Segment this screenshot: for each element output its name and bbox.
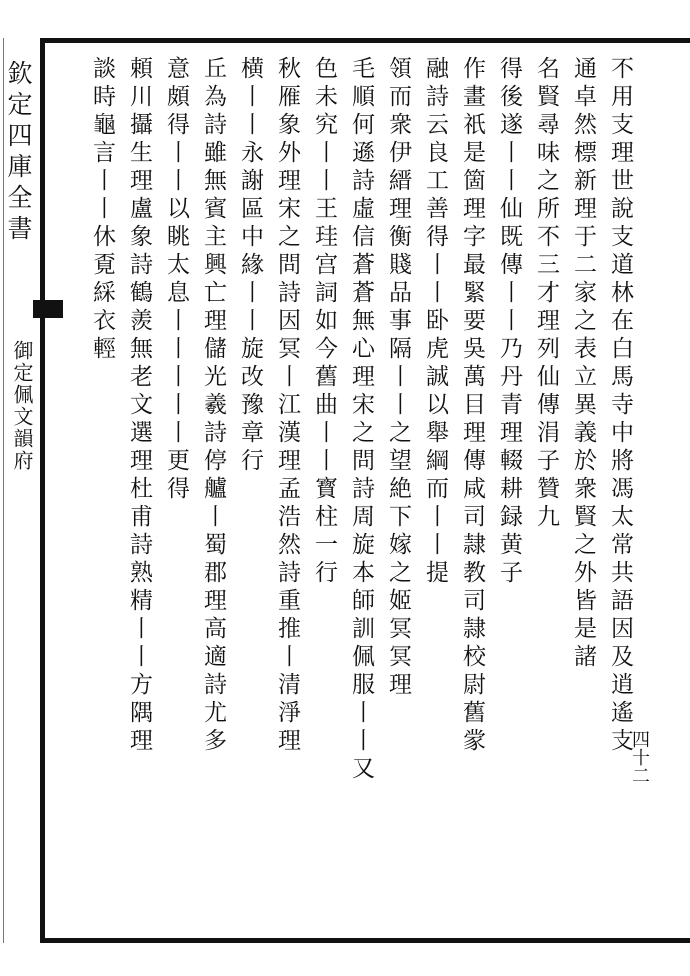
text-column: 丘為詩雖無賓主興亡理儲光羲詩停艫丨蜀郡理高適詩尤多 bbox=[200, 56, 226, 756]
text-column: 作畫祇是箇理字最緊要吳萬目理傳咸司隷教司隷校尉舊䝉 bbox=[459, 56, 485, 756]
text-column: 横丨丨永謝區中緣丨丨旋改豫章行 bbox=[237, 56, 263, 476]
text-column: 色未究丨丨王珪宫詞如今舊曲丨丨寳柱一行 bbox=[311, 56, 337, 588]
page-number: 四十二 bbox=[629, 730, 650, 784]
text-column: 意頗得丨丨以眺太息丨丨丨丨丨更得 bbox=[163, 56, 189, 504]
text-column: 融詩云良工善得丨丨卧虎誠以舉綱而丨丨提 bbox=[422, 56, 448, 588]
text-column: 領而衆伊縉理衡賤品事隔丨丨之望絶下嫁之姬冥冥理 bbox=[385, 56, 411, 700]
text-column: 頼川攝生理盧象詩鶴羨無老文選理杜甫詩熟精丨丨方隅理 bbox=[126, 56, 152, 756]
text-column: 毛順何遜詩虛信蒼蒼無心理宋之問詩周旋本師訓佩服丨丨又 bbox=[348, 56, 374, 784]
frame-left-border bbox=[40, 38, 45, 943]
book-title: 欽定四庫全書 bbox=[4, 60, 33, 246]
text-column: 名賢尋味之所不三才理列仙傳涓子贊九 bbox=[533, 56, 559, 532]
frame-top-border bbox=[40, 38, 690, 43]
text-column: 通卓然標新理于二家之表立異義於衆賢之外皆是諸 bbox=[570, 56, 596, 672]
text-column: 得後遂丨丨仙既傳丨丨乃丹青理輟耕録黄子 bbox=[496, 56, 522, 588]
fishtail-marker bbox=[33, 300, 63, 318]
text-column: 談時龜言丨丨休覔綵衣輕 bbox=[89, 56, 115, 364]
text-column: 不用支理世說支道林在白馬寺中將馮太常共語因及逍遙支 bbox=[607, 56, 633, 756]
volume-title: 御定佩文韻府 bbox=[10, 340, 34, 472]
frame-bottom-border bbox=[40, 938, 690, 943]
text-column: 秋雁象外理宋之問詩因冥丨江漢理孟浩然詩重推丨清淨理 bbox=[274, 56, 300, 756]
